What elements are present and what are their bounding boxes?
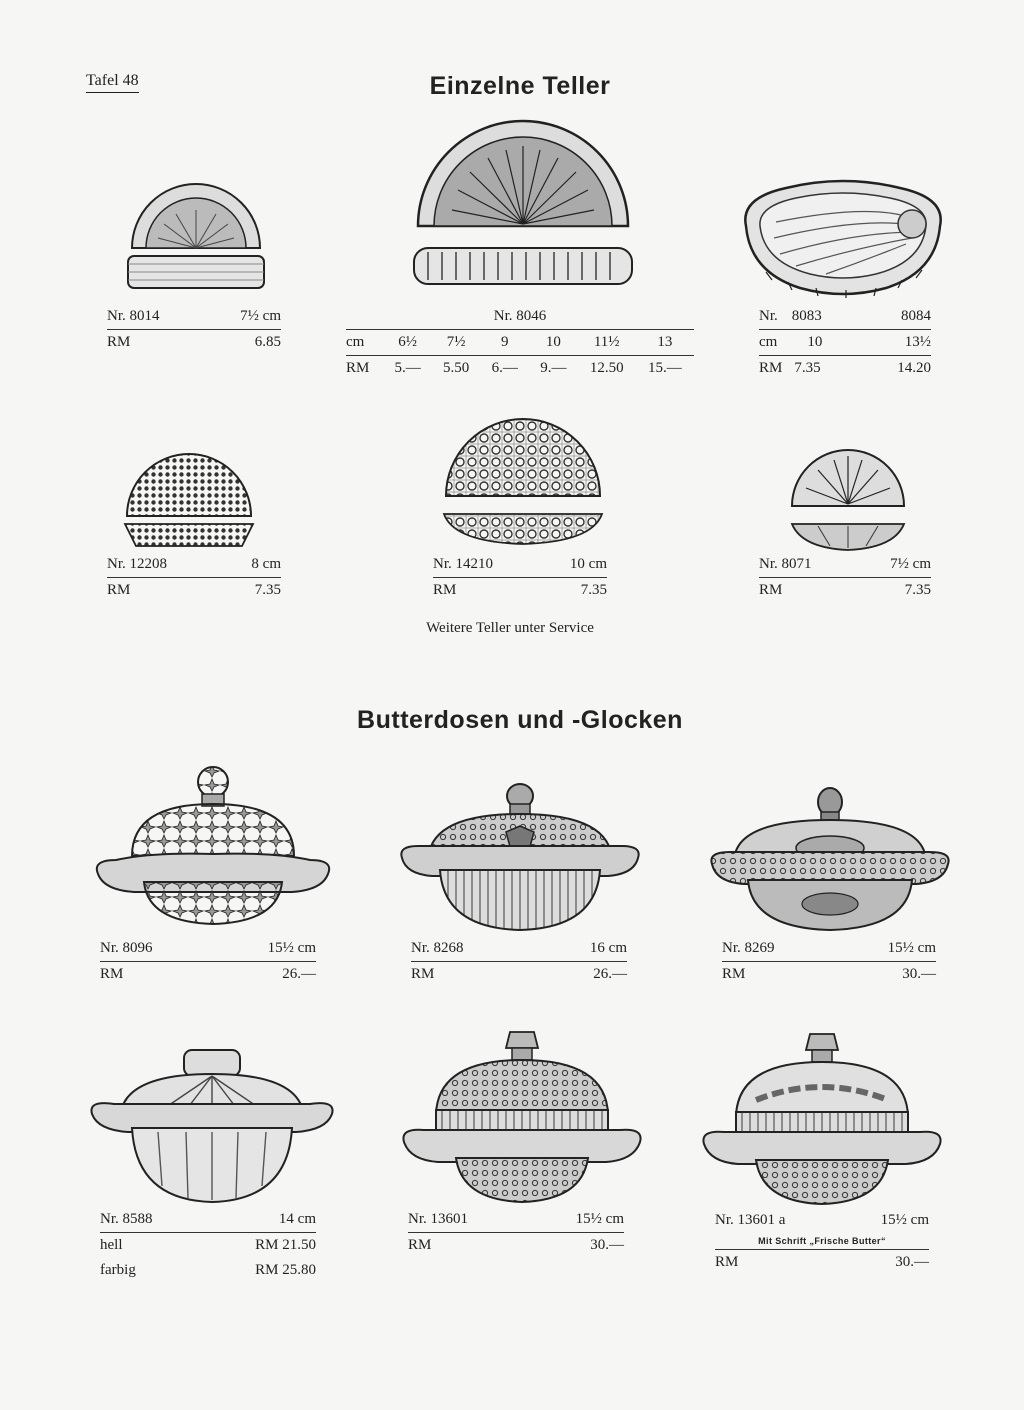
butter-8268-rm: RM [411,966,435,982]
butter-8588-number: Nr. 8588 [100,1211,153,1227]
butter-8096-spec [100,936,316,987]
plate-14210-spec [433,552,607,603]
plate-12208-illustration [122,450,256,552]
plate-8014-number: Nr. 8014 [107,308,160,324]
plate-8071-spec [759,552,931,603]
plate-14210-price: 7.35 [580,582,607,598]
butter-8588-light-label: hell [100,1237,123,1253]
plate-8046-price-4: 9.— [540,360,567,376]
plate-8046-size-label: cm [346,330,383,356]
plate-8046-price-6: 15.— [648,360,682,376]
plate-8046-size-4: 10 [529,330,578,356]
plate-14210-number: Nr. 14210 [433,556,493,572]
butter-8588-illustration [88,1048,336,1206]
butter-13601a-inscription: Mit Schrift „Frische Butter“ [715,1233,929,1250]
more-plates-note: Weitere Teller unter Service [426,620,594,636]
butter-13601-rm: RM [408,1237,432,1253]
plate-8071-illustration [788,452,908,552]
plate-8046-price-label: RM [346,360,370,376]
butter-13601-illustration [400,1028,644,1206]
butter-8588-light-price: RM 21.50 [255,1237,316,1253]
section-heading-butter: Butterdosen und -Glocken [357,706,683,734]
plate-12208-rm: RM [107,582,131,598]
plate-8046-size-6: 13 [636,330,694,356]
plate-8046-illustration [412,120,634,292]
butter-8269-size: 15½ cm [887,940,936,956]
butter-13601a-spec [715,1208,929,1275]
butter-8096-price: 26.— [282,966,316,982]
butter-13601-spec [408,1207,624,1258]
plate-12208-number: Nr. 12208 [107,556,167,572]
butter-13601-number: Nr. 13601 [408,1211,468,1227]
butter-8096-rm: RM [100,966,124,982]
butter-8268-illustration [398,782,642,934]
plate-12208-size: 8 cm [251,556,281,572]
butter-8096-size: 15½ cm [267,940,316,956]
plate-8083-price: 7.35 [794,360,821,376]
butter-8269-number: Nr. 8269 [722,940,775,956]
plate-8014-illustration [124,186,268,296]
plate-8084-number: 8084 [901,308,931,324]
butter-13601a-illustration [700,1030,944,1206]
butter-13601a-rm: RM [715,1254,739,1270]
plate-8014-price: 6.85 [254,334,281,350]
plate-8014-spec [107,304,281,355]
plate-8084-price: 14.20 [897,360,931,376]
plate-8083-nr-label: Nr. [759,308,778,324]
plate-8046-price-2: 5.50 [443,360,470,376]
plate-8046-price-3: 6.— [491,360,518,376]
plate-8083-spec [759,304,931,381]
plate-14210-rm: RM [433,582,457,598]
plate-8046-size-1: 6½ [383,330,432,356]
butter-8588-spec [100,1207,316,1283]
plate-14210-size: 10 cm [569,556,607,572]
plate-8083-size-label: cm [759,334,778,350]
butter-13601a-price: 30.— [895,1254,929,1270]
plate-8046-size-5: 11½ [578,330,636,356]
plate-8083-number: 8083 [791,308,822,324]
butter-8269-spec [722,936,936,987]
butter-8588-color-label: farbig [100,1262,136,1278]
plate-8083-illustration [736,176,950,300]
plate-8046-price-5: 12.50 [589,360,624,376]
butter-8096-number: Nr. 8096 [100,940,153,956]
butter-8268-spec [411,936,627,987]
butter-8268-price: 26.— [593,966,627,982]
butter-8268-number: Nr. 8268 [411,940,464,956]
butter-8269-illustration [708,786,952,934]
plate-8071-price: 7.35 [904,582,931,598]
butter-13601a-number: Nr. 13601 a [715,1212,786,1228]
butter-8588-size: 14 cm [278,1211,316,1227]
plate-label: Tafel 48 [86,72,139,93]
plate-8071-rm: RM [759,582,783,598]
butter-8269-price: 30.— [902,966,936,982]
plate-8046-size-2: 7½ [432,330,481,356]
butter-13601-size: 15½ cm [575,1211,624,1227]
plate-8046-size-3: 9 [480,330,529,356]
plate-12208-spec [107,552,281,603]
plate-8083-price-label: RM [759,360,783,376]
plate-8046-number: Nr. 8046 [346,304,694,330]
plate-12208-price: 7.35 [254,582,281,598]
plate-8014-size: 7½ cm [240,308,281,324]
plate-8046-price-1: 5.— [394,360,421,376]
butter-8096-illustration [92,764,334,934]
plate-8046-price-table [346,330,694,381]
plate-8083-size: 10 [807,334,823,350]
butter-8588-color-price: RM 25.80 [255,1262,316,1278]
plate-14210-illustration [442,420,604,550]
butter-13601-price: 30.— [590,1237,624,1253]
plate-8084-size: 13½ [904,334,931,350]
plate-8071-number: Nr. 8071 [759,556,812,572]
butter-13601a-size: 15½ cm [880,1212,929,1228]
plate-8071-size: 7½ cm [890,556,931,572]
butter-8268-size: 16 cm [589,940,627,956]
butter-8269-rm: RM [722,966,746,982]
section-heading-plates: Einzelne Teller [429,72,611,100]
plate-8014-rm: RM [107,334,131,350]
